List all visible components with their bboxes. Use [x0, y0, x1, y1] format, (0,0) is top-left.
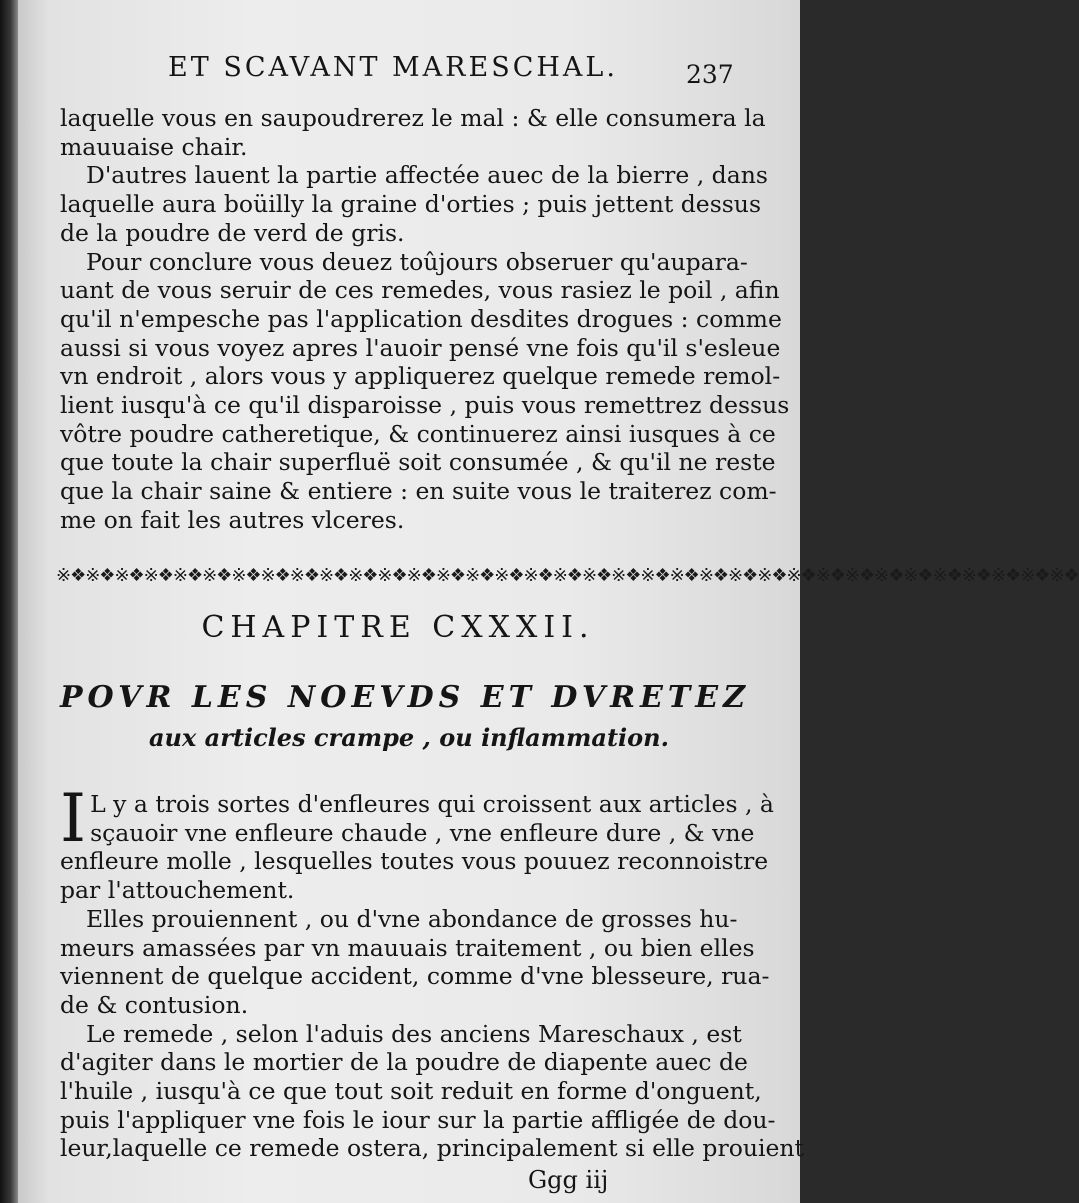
book-gutter	[0, 0, 18, 1203]
text-line: sçauoir vne enfleure chaude , vne enfleure dure , & vne	[90, 818, 755, 847]
text-line: l'huile , iusqu'à ce que tout soit reduit en forme d'onguent,	[60, 1077, 762, 1106]
bottom-text-block	[60, 780, 804, 1163]
text-line: de la poudre de verd de gris.	[60, 218, 405, 247]
text-line: viennent de quelque accident, comme d'vne blesseure, rua-	[60, 962, 770, 991]
top-text-block	[60, 104, 790, 535]
chapter-title: POVR LES NOEVDS ET DVRETEZ	[60, 680, 750, 715]
text-line: uant de vous seruir de ces remedes, vous rasiez le poil , afin	[60, 276, 780, 305]
text-line: que la chair saine & entiere : en suite vous le traiterez com-	[60, 477, 777, 506]
text-line: puis l'appliquer vne fois le iour sur la partie affligée de dou-	[60, 1105, 776, 1134]
paragraph	[60, 780, 774, 905]
text-line: par l'attouchement.	[60, 876, 295, 905]
chapter-heading: CHAPITRE CXXXII.	[201, 610, 595, 645]
paragraph	[60, 1019, 804, 1164]
text-line: d'agiter dans le mortier de la poudre de diapente auec de	[60, 1048, 748, 1077]
text-line: D'autres lauent la partie affectée auec de la bierre , dans	[86, 161, 768, 190]
text-line: de & contusion.	[60, 990, 249, 1019]
text-line: vôtre poudre catheretique, & continuerez ainsi iusques à ce	[60, 419, 776, 448]
drop-cap: I	[60, 780, 87, 857]
text-line: Le remede , selon l'aduis des anciens Mareschaux , est	[86, 1019, 742, 1048]
chapter-subtitle: aux articles crampe , ou inflammation.	[149, 723, 669, 752]
text-line: Elles prouiennent , ou d'vne abondance de grosses hu-	[86, 904, 738, 933]
text-line: aussi si vous voyez apres l'auoir pensé vne fois qu'il s'esleue	[60, 333, 781, 362]
text-line: enfleure molle , lesquelles toutes vous pouuez reconnoistre	[60, 847, 769, 876]
text-line: laquelle vous en saupoudrerez le mal : & elle consumera la	[60, 104, 766, 132]
text-line: leur,laquelle ce remede ostera, principalement si elle prouient	[60, 1134, 804, 1163]
text-line: qu'il n'empesche pas l'application desdites drogues : comme	[60, 304, 782, 333]
text-line: mauuaise chair.	[60, 132, 248, 161]
paragraph	[60, 161, 768, 247]
text-line: L y a trois sortes d'enfleures qui croissent aux articles , à	[90, 790, 774, 818]
text-line: meurs amassées par vn mauuais traitement , ou bien elles	[60, 933, 755, 962]
text-line: laquelle aura boüilly la graine d'orties ; puis jettent dessus	[60, 190, 762, 219]
paragraph	[60, 904, 770, 1020]
text-line: me on fait les autres vlceres.	[60, 505, 405, 534]
book-page	[18, 0, 1079, 1203]
text-line: que toute la chair superfluë soit consumée , & qu'il ne reste	[60, 448, 776, 477]
paragraph	[60, 247, 790, 535]
text-line: lient iusqu'à ce qu'il disparoisse , puis vous remettrez dessus	[60, 391, 790, 420]
paragraph	[60, 104, 766, 161]
text-line: Pour conclure vous deuez toûjours obseruer qu'aupara-	[86, 247, 748, 276]
signature-mark: Ggg iij	[528, 1166, 609, 1194]
ornamental-divider: ※❖※❖※❖※❖※❖※❖※❖※❖※❖※❖※❖※❖※❖※❖※❖※❖※❖※❖※❖※❖※❖※❖※❖※❖※❖※❖※❖※❖※❖※❖※❖※❖※❖※❖※❖	[56, 565, 1079, 586]
page-number: 237	[686, 60, 734, 89]
text-line: vn endroit , alors vous y appliquerez quelque remede remol-	[60, 362, 781, 391]
running-title: ET SCAVANT MARESCHAL.	[168, 52, 618, 83]
